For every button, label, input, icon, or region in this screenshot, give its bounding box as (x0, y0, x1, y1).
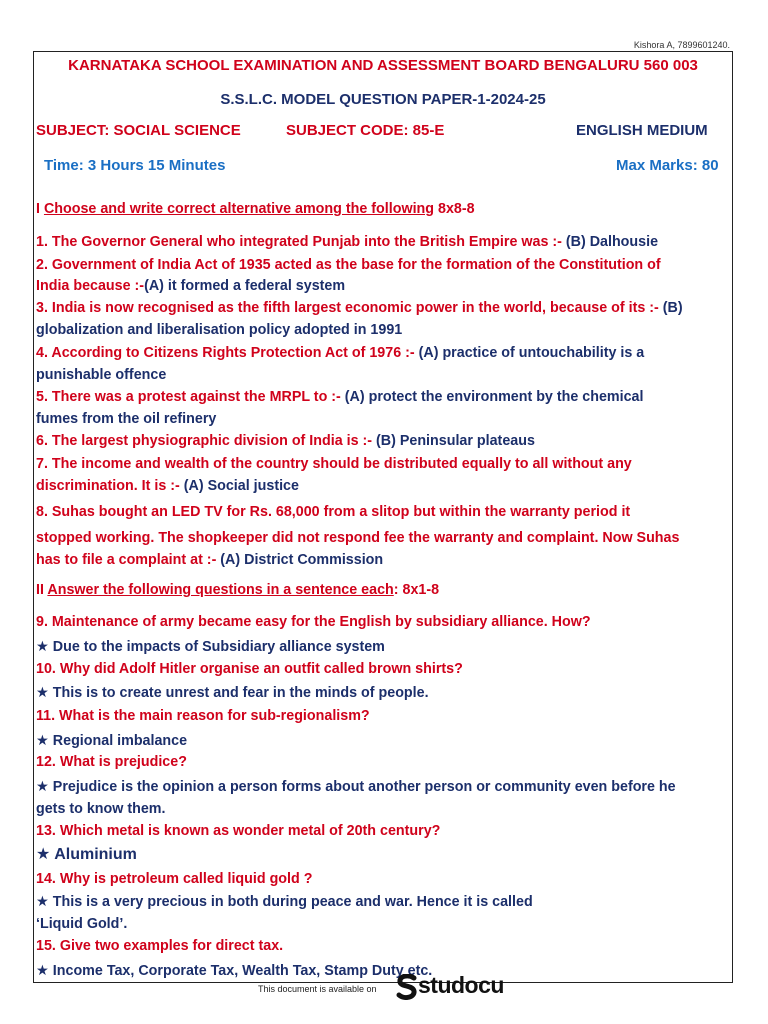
studocu-logo[interactable] (396, 972, 504, 999)
question-text: stopped working. The shopkeeper did not respond fee the warranty and complaint. Now Suhas (36, 530, 680, 546)
answer-13: ★ Aluminium (36, 846, 137, 863)
question-7-cont (36, 477, 299, 495)
question-text: 4. According to Citizens Rights Protection Act of 1976 :- (36, 345, 419, 361)
answer-text: (A) practice of untouchability is a (418, 345, 645, 361)
question-5 (36, 388, 643, 406)
question-13: 13. Which metal is known as wonder metal of 20th century? (36, 823, 441, 839)
question-text: 7. The income and wealth of the country should be distributed equally to all without any (36, 456, 632, 472)
question-3 (36, 299, 683, 317)
availability-note: This document is available on (258, 984, 377, 994)
section-2-title: Answer the following questions in a sentence each (47, 582, 394, 598)
answer-text: (A) Social justice (183, 478, 299, 494)
question-4-answer-cont: punishable offence (36, 367, 167, 383)
question-10: 10. Why did Adolf Hitler organise an outfit called brown shirts? (36, 661, 463, 677)
answer-text: (A) District Commission (220, 552, 384, 568)
time-label: Time: 3 Hours 15 Minutes (44, 157, 226, 174)
question-text: 8. Suhas bought an LED TV for Rs. 68,000 from a slitop but within the warranty period it (36, 504, 631, 520)
question-text: 2. Government of India Act of 1935 acted as the base for the formation of the Constitution of (36, 257, 661, 273)
answer-text: (A) protect the environment by the chemical (344, 389, 644, 405)
studocu-s-icon (396, 974, 416, 998)
section-2-heading (36, 581, 439, 599)
question-8 (36, 503, 630, 521)
question-6 (36, 432, 535, 450)
answer-text: (A) it formed a federal system (144, 278, 346, 294)
answer-text: (B) Dalhousie (565, 234, 659, 250)
answer-9: ★ Due to the impacts of Subsidiary alliance system (36, 639, 385, 655)
answer-11: ★ Regional imbalance (36, 733, 188, 749)
answer-12: ★ Prejudice is the opinion a person forms about another person or community even before he (36, 779, 676, 795)
question-2 (36, 256, 661, 274)
section-1-heading (36, 200, 475, 218)
answer-text: (B) Peninsular plateaus (376, 433, 535, 449)
answer-text: (B) (662, 300, 683, 316)
question-7 (36, 455, 632, 473)
board-title: KARNATAKA SCHOOL EXAMINATION AND ASSESSMENT BOARD BENGALURU 560 003 (68, 57, 698, 74)
question-text: has to file a complaint at :- (36, 552, 221, 568)
question-text: discrimination. It is :- (36, 478, 184, 494)
section-1-title: Choose and write correct alternative among the following (43, 201, 435, 217)
answer-10: ★ This is to create unrest and fear in the minds of people. (36, 685, 429, 701)
max-marks: Max Marks: 80 (616, 157, 719, 174)
section-2-number: II (36, 582, 48, 598)
question-1 (36, 233, 658, 251)
question-15: 15. Give two examples for direct tax. (36, 938, 284, 954)
question-8-cont2 (36, 551, 383, 569)
answer-15: ★ Income Tax, Corporate Tax, Wealth Tax, Stamp Duty etc. (36, 963, 433, 979)
question-text: 1. The Governor General who integrated Punjab into the British Empire was :- (36, 234, 566, 250)
section-1-number: I (36, 201, 44, 217)
question-12: 12. What is prejudice? (36, 754, 187, 770)
question-paper (33, 51, 733, 983)
question-11: 11. What is the main reason for sub-regionalism? (36, 708, 370, 724)
question-text: 6. The largest physiographic division of India is :- (36, 433, 377, 449)
medium-label: ENGLISH MEDIUM (576, 122, 708, 139)
question-text: India because :- (36, 278, 145, 294)
question-text: 3. India is now recognised as the fifth largest economic power in the world, because of its :- (36, 300, 663, 316)
question-4 (36, 344, 644, 362)
question-14: 14. Why is petroleum called liquid gold ? (36, 871, 313, 887)
answer-14: ★ This is a very precious in both during peace and war. Hence it is called (36, 894, 533, 910)
paper-title: S.S.L.C. MODEL QUESTION PAPER-1-2024-25 (220, 91, 546, 108)
question-2-cont (36, 277, 345, 295)
question-text: 5. There was a protest against the MRPL to :- (36, 389, 345, 405)
section-1-marks: 8x8-8 (434, 201, 475, 217)
question-8-cont (36, 529, 679, 547)
answer-12-cont: gets to know them. (36, 801, 166, 817)
question-5-answer-cont: fumes from the oil refinery (36, 411, 217, 427)
question-3-answer-cont: globalization and liberalisation policy adopted in 1991 (36, 322, 403, 338)
subject-label: SUBJECT: SOCIAL SCIENCE (36, 122, 241, 139)
author-credit: Kishora A, 7899601240. (633, 40, 730, 50)
subject-code: SUBJECT CODE: 85-E (286, 122, 445, 139)
answer-14-cont: ‘Liquid Gold’. (36, 916, 128, 932)
studocu-wordmark: studocu (418, 972, 504, 998)
section-2-marks: : 8x1-8 (393, 582, 440, 598)
question-9: 9. Maintenance of army became easy for the English by subsidiary alliance. How? (36, 614, 591, 630)
